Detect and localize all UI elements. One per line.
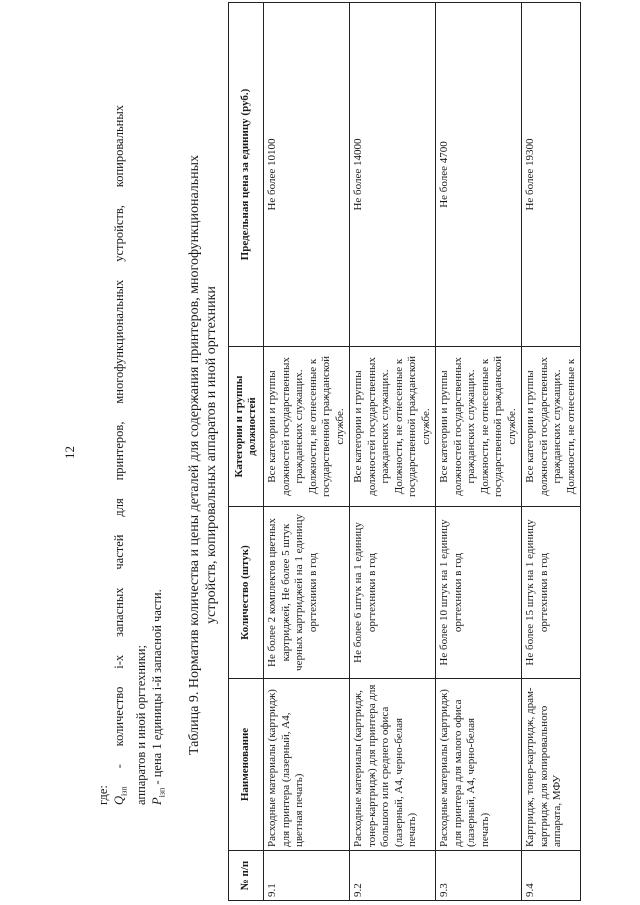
header-name: Наименование [229,679,264,851]
row-quantity: Не более 2 комплектов цветных картриджей, Не более 5 штук черных картриджей на 1 единицу оргтехники в год [264,507,350,679]
header-category: Категории и группы должностей [229,347,264,507]
row-category: Все категории и группы должностей государственных гражданских служащих. Должности, не отнесенные к государственной гражданской службе. [436,347,522,507]
row-number: 9.4 [522,851,581,901]
header-number: № п/п [229,851,264,901]
p-definition [149,105,171,805]
row-price: Не более 4700 [436,3,522,347]
row-category: Все категории и группы должностей государственных гражданских служащих. Должности, не отнесенные к государственной гражданской службе. [350,347,436,507]
row-quantity: Не более 15 штук на 1 единицу оргтехники в год [522,507,581,679]
q-subscript: iзп [119,786,129,796]
row-number: 9.2 [350,851,436,901]
norms-table [228,2,581,901]
row-category: Все категории и группы должностей государственных гражданских служащих. Должности, не отнесенные к государственной гражданской службе. [264,347,350,507]
formula-legend [95,105,170,805]
row-quantity: Не более 6 штук на 1 единицу оргтехники в год [350,507,436,679]
table-row [350,3,436,901]
header-price: Предельная цена за единицу (руб.) [229,3,264,347]
p-subscript: iзп [157,787,166,798]
table-header-row [229,3,264,901]
row-number: 9.3 [436,851,522,901]
row-category: Все категории и группы должностей государственных гражданских служащих. Должности, не отнесенные к [522,347,581,507]
header-quantity: Количество (штук) [229,507,264,679]
row-price: Не более 19300 [522,3,581,347]
q-definition-continued: аппаратов и иной оргтехники; [133,645,148,805]
where-label: где: [96,785,110,805]
table-row [522,3,581,901]
table-caption-line-1: Таблица 9. Норматив количества и цены деталей для содержания принтеров, многофункциональных [187,154,202,756]
row-name: Расходные материалы (картридж, тонер-картридж) для принтера для большого или среднего офиса (лазерный, А4, черно-белая печать) [350,679,436,851]
q-definition [111,105,133,805]
row-name: Картридж, тонер-картридж, драм-картридж для копировального аппарата, МФУ [522,679,581,851]
table-caption [186,115,220,795]
row-price: Не более 14000 [350,3,436,347]
row-price: Не более 10100 [264,3,350,347]
row-name: Расходные материалы (картридж) для принтера (лазерный, А4, цветная печать) [264,679,350,851]
row-name: Расходные материалы (картридж) для принтера для малого офиса (лазерный, А4, черно-белая печать) [436,679,522,851]
table-row [264,3,350,901]
table-caption-line-2: устройств, копировальных аппаратов и иной оргтехники [204,286,219,624]
page-number: 12 [62,446,77,459]
row-number: 9.1 [264,851,350,901]
row-quantity: Не более 10 штук на 1 единицу оргтехники в год [436,507,522,679]
table-row [436,3,522,901]
q-definition-text: - количество i-х запасных частей для принтеров, многофункциональных устройств, копировальных [112,105,126,787]
q-symbol: Q [112,795,126,805]
p-symbol: P [149,797,164,805]
p-definition-text: - цена 1 единицы i-й запасной части. [149,589,164,788]
